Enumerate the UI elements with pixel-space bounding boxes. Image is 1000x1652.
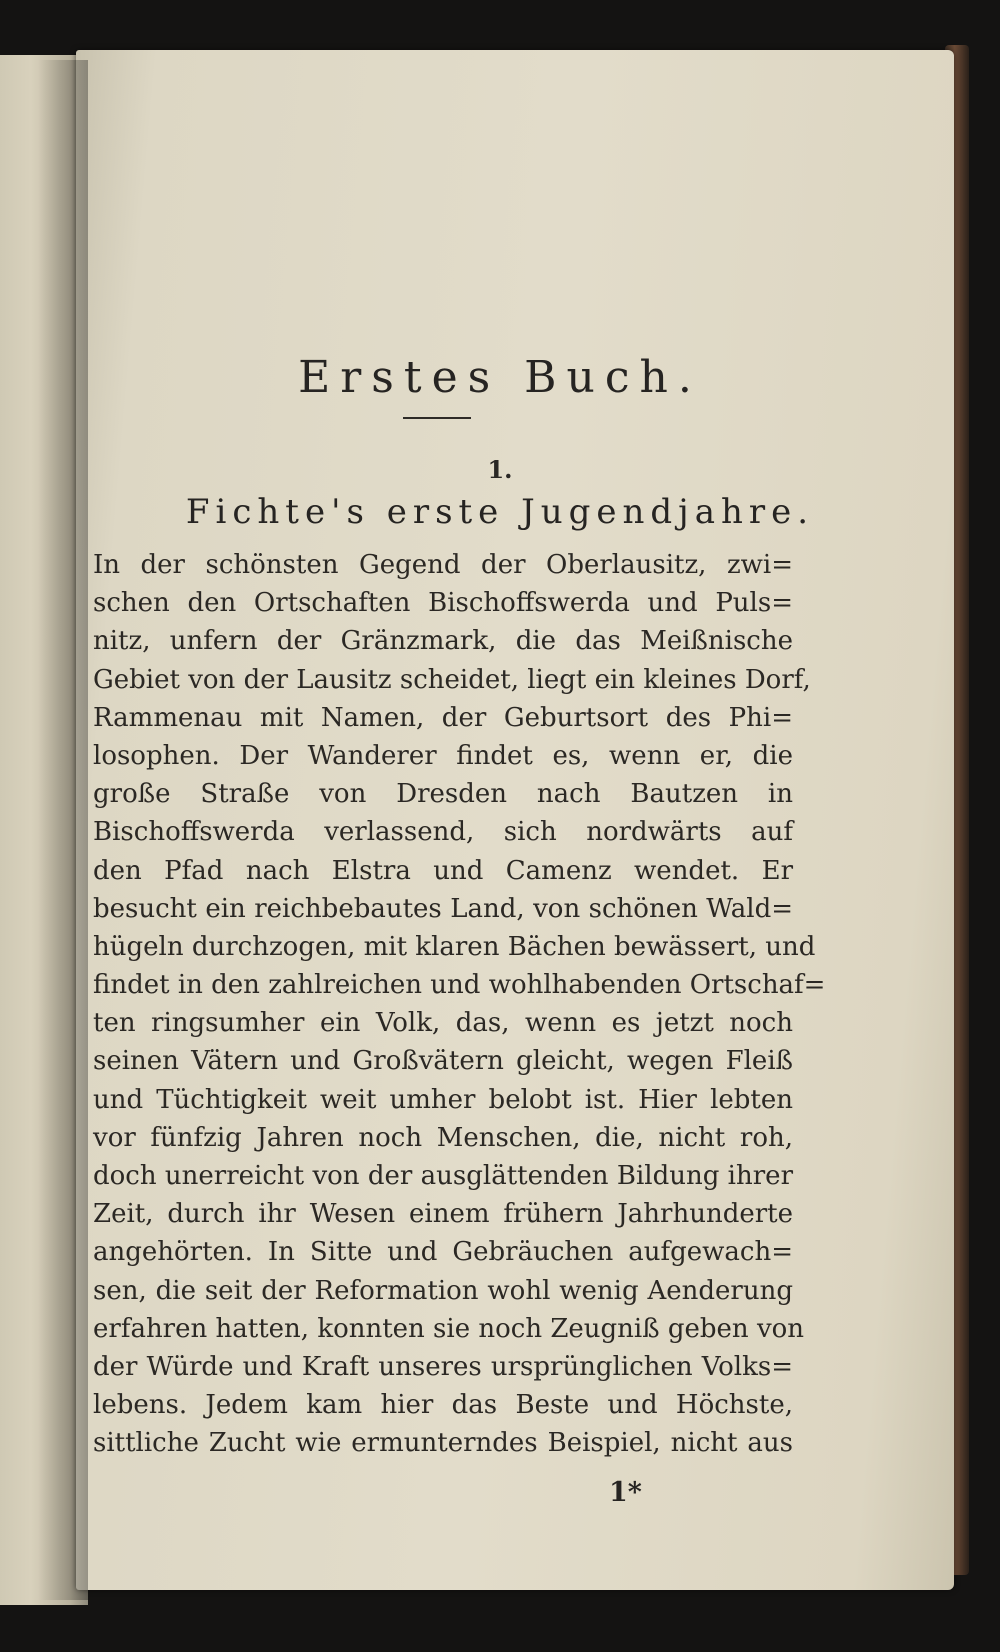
text-line: hügeln durchzogen, mit klaren Bächen bewässert, und bbox=[93, 931, 816, 962]
text-line: angehörten. In Sitte und Gebräuchen aufgewach= bbox=[93, 1237, 793, 1268]
section-number: 1. bbox=[487, 455, 513, 484]
text-line: und Tüchtigkeit weit umher belobt ist. Hier lebten bbox=[93, 1084, 793, 1115]
text-line: schen den Ortschaften Bischoffswerda und Puls= bbox=[93, 588, 793, 619]
body-text bbox=[93, 546, 826, 1463]
text-line: Rammenau mit Namen, der Geburtsort des Phi= bbox=[93, 702, 793, 733]
text-line: findet in den zahlreichen und wohlhabenden Ortschaf= bbox=[93, 970, 826, 1001]
text-line: sen, die seit der Reformation wohl wenig Aenderung bbox=[93, 1275, 793, 1306]
text-line: Bischoffswerda verlassend, sich nordwärts auf bbox=[93, 817, 793, 848]
book-heading: Erstes Buch. bbox=[298, 352, 702, 403]
section-title: Fichte's erste Jugendjahre. bbox=[185, 492, 815, 532]
text-line: Zeit, durch ihr Wesen einem frühern Jahrhunderte bbox=[93, 1199, 793, 1230]
text-line: erfahren hatten, konnten sie noch Zeugniß geben von bbox=[93, 1313, 805, 1344]
text-line: vor fünfzig Jahren noch Menschen, die, nicht roh, bbox=[93, 1122, 793, 1153]
gutter-shadow bbox=[38, 60, 88, 1600]
text-line: ten ringsumher ein Volk, das, wenn es jetzt noch bbox=[93, 1008, 793, 1039]
text-line: den Pfad nach Elstra und Camenz wendet. Er bbox=[93, 855, 793, 886]
text-line: sittliche Zucht wie ermunterndes Beispiel, nicht aus bbox=[93, 1428, 793, 1459]
text-line: der Würde und Kraft unseres ursprünglichen Volks= bbox=[93, 1351, 793, 1382]
text-line: Gebiet von der Lausitz scheidet, liegt ein kleines Dorf, bbox=[93, 664, 811, 695]
text-line: doch unerreicht von der ausglättenden Bildung ihrer bbox=[93, 1161, 793, 1191]
text-line: lebens. Jedem kam hier das Beste und Höchste, bbox=[93, 1390, 793, 1421]
text-line: In der schönsten Gegend der Oberlausitz, zwi= bbox=[93, 550, 793, 580]
text-line: besucht ein reichbebautes Land, von schönen Wald= bbox=[93, 893, 793, 924]
text-line: große Straße von Dresden nach Bautzen in bbox=[93, 779, 793, 810]
text-line: seinen Vätern und Großvätern gleicht, wegen Fleiß bbox=[93, 1046, 793, 1077]
text-line: losophen. Der Wanderer findet es, wenn er, die bbox=[93, 740, 793, 771]
heading-rule bbox=[403, 417, 471, 419]
page-number: 1* bbox=[609, 1477, 642, 1508]
text-line: nitz, unfern der Gränzmark, die das Meißnische bbox=[93, 626, 793, 657]
